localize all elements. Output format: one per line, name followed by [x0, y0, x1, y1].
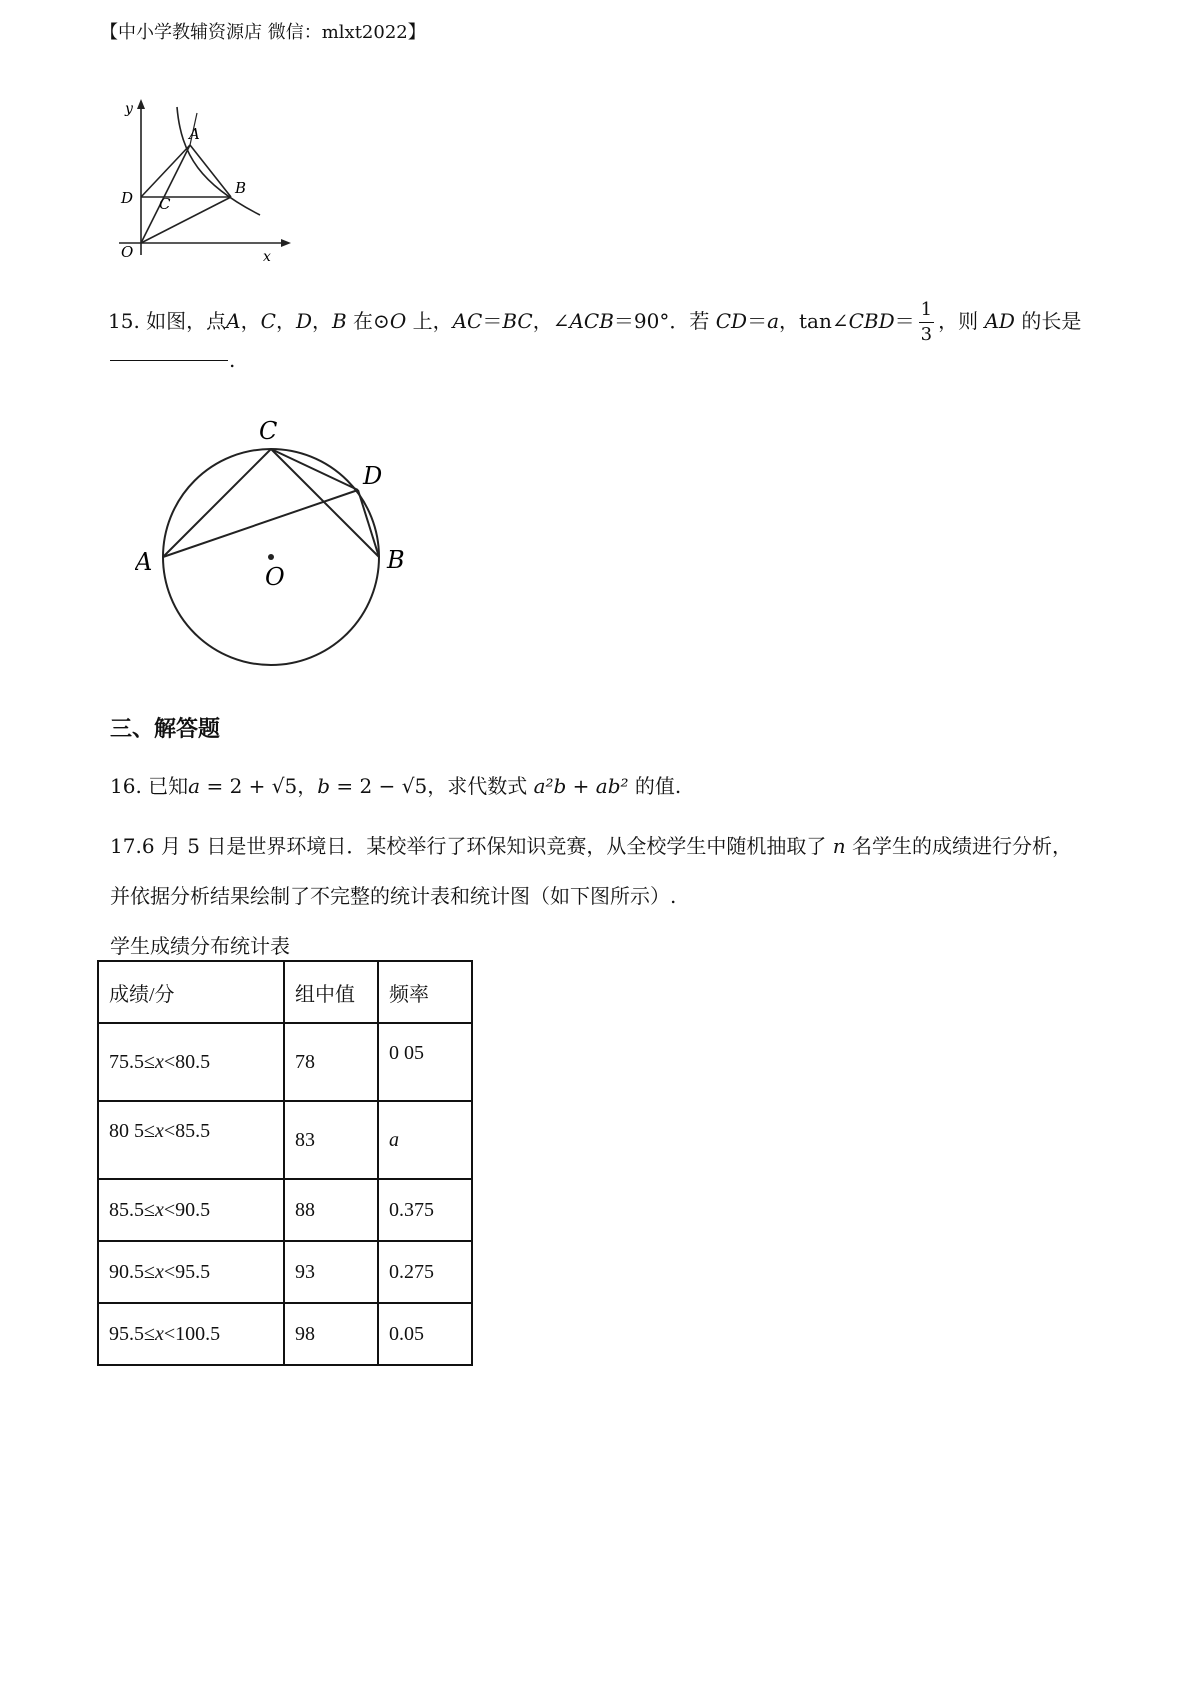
range-lower: 85.5≤ [109, 1198, 155, 1221]
q15-text: 在⊙ [346, 309, 390, 333]
q15-text: ，tan∠ [779, 309, 849, 333]
range-var: x [154, 1120, 164, 1142]
q15-var: D [295, 309, 312, 333]
question-15 [108, 301, 1081, 344]
q15-text: 的长是 [1014, 309, 1082, 333]
q15-text: ，则 [938, 309, 985, 333]
label-D: D [363, 462, 383, 490]
q16-text: 的值. [628, 774, 682, 798]
q15-sep: ， [275, 309, 296, 333]
q15-var: CBD [848, 309, 895, 333]
range-upper: <100.5 [163, 1322, 221, 1345]
range-upper: <85.5 [163, 1120, 211, 1142]
q15-sep: ＝ [482, 309, 503, 333]
q15-text: 如图，点 [146, 309, 227, 333]
table-row [98, 1179, 472, 1241]
midpoint-cell: 98 [284, 1303, 378, 1365]
q16-expr: = 2 + √5 [200, 774, 298, 798]
range-upper: <80.5 [163, 1050, 211, 1073]
range-cell [98, 1303, 284, 1365]
range-lower: 90.5≤ [109, 1260, 155, 1283]
q15-var: AD [984, 309, 1015, 333]
q15-var: CD [715, 309, 748, 333]
blank-end-period: . [229, 348, 236, 372]
question-number: 15. [108, 309, 140, 333]
frequency-cell: 0 05 [378, 1023, 472, 1101]
stats-table [97, 960, 473, 1366]
q15-sep: ， [311, 309, 332, 333]
label-O: O [121, 243, 134, 261]
q15-sep: ， [240, 309, 261, 333]
q16-sep: ， [297, 774, 318, 798]
page-header: 【中小学教辅资源店 微信：mlxt2022】 [100, 22, 426, 43]
midpoint-cell: 88 [284, 1179, 378, 1241]
label-C: C [259, 417, 278, 445]
q15-var: A [226, 309, 241, 333]
q16-text: ，求代数式 [427, 774, 534, 798]
label-A: A [189, 125, 200, 143]
q16-expr: a²b + ab² [533, 774, 629, 798]
range-cell [98, 1241, 284, 1303]
range-var: x [154, 1260, 164, 1283]
table-header-cell: 频率 [378, 961, 472, 1023]
range-cell [98, 1023, 284, 1101]
range-lower: 75.5≤ [109, 1050, 155, 1073]
q16-var: b [317, 774, 331, 798]
frequency-cell: 0.375 [378, 1179, 472, 1241]
table-row [98, 1101, 472, 1179]
q15-sep: ＝ [894, 309, 915, 333]
table-header-cell: 组中值 [284, 961, 378, 1023]
frequency-cell: 0.275 [378, 1241, 472, 1303]
label-B: B [387, 546, 405, 574]
question-17-line1 [110, 830, 1072, 859]
range-cell [98, 1179, 284, 1241]
q17-text: 6 月 5 日是世界环境日．某校举行了环保知识竞赛，从全校学生中随机抽取了 [141, 834, 833, 858]
q15-sep: ，∠ [532, 309, 570, 333]
table-row [98, 1241, 472, 1303]
range-lower: 80 5≤ [109, 1120, 155, 1142]
question-number: 16. [110, 774, 142, 798]
answer-blank [110, 360, 228, 361]
fraction-numerator: 1 [919, 301, 934, 323]
table-header-row [98, 961, 472, 1023]
q15-var: ACB [569, 309, 614, 333]
q16-var: a [188, 774, 201, 798]
q17-text: 名学生的成绩进行分析， [845, 834, 1072, 858]
range-var: x [154, 1198, 164, 1221]
q15-var: C [260, 309, 276, 333]
label-A: A [135, 548, 153, 576]
question-16 [110, 770, 681, 799]
q15-var: BC [502, 309, 533, 333]
label-x: x [263, 249, 271, 265]
range-var: x [154, 1322, 164, 1345]
q15-var: a [767, 309, 780, 333]
label-D: D [121, 189, 134, 207]
label-O: O [265, 563, 285, 591]
label-C: C [159, 195, 171, 213]
midpoint-cell: 78 [284, 1023, 378, 1101]
fraction [919, 301, 934, 344]
label-y: y [125, 101, 133, 117]
q15-sep: ＝ [747, 309, 768, 333]
table-header-cell: 成绩/分 [98, 961, 284, 1023]
range-var: x [154, 1050, 164, 1073]
range-cell [98, 1101, 284, 1179]
q15-var: B [331, 309, 347, 333]
circle-figure [135, 405, 425, 675]
section-title: 三、解答题 [110, 717, 221, 742]
q15-var: O [389, 309, 407, 333]
question-number: 17. [110, 834, 142, 858]
q15-text: 上， [406, 309, 453, 333]
range-upper: <90.5 [163, 1198, 211, 1221]
table-title: 学生成绩分布统计表 [110, 934, 290, 958]
coordinate-figure [105, 95, 295, 265]
q16-expr: = 2 − √5 [330, 774, 428, 798]
frequency-cell: 0.05 [378, 1303, 472, 1365]
midpoint-cell: 83 [284, 1101, 378, 1179]
label-B: B [235, 179, 247, 197]
q15-text: ＝90°．若 [613, 309, 716, 333]
q15-var: AC [452, 309, 483, 333]
question-17-line2: 并依据分析结果绘制了不完整的统计表和统计图（如下图所示）. [110, 884, 677, 908]
range-upper: <95.5 [163, 1260, 211, 1283]
table-row [98, 1023, 472, 1101]
midpoint-cell: 93 [284, 1241, 378, 1303]
q17-var: n [832, 834, 846, 858]
table-row [98, 1303, 472, 1365]
q16-text: 已知 [148, 774, 189, 798]
fraction-denominator: 3 [920, 324, 933, 345]
range-lower: 95.5≤ [109, 1322, 155, 1345]
frequency-cell: a [378, 1101, 472, 1179]
